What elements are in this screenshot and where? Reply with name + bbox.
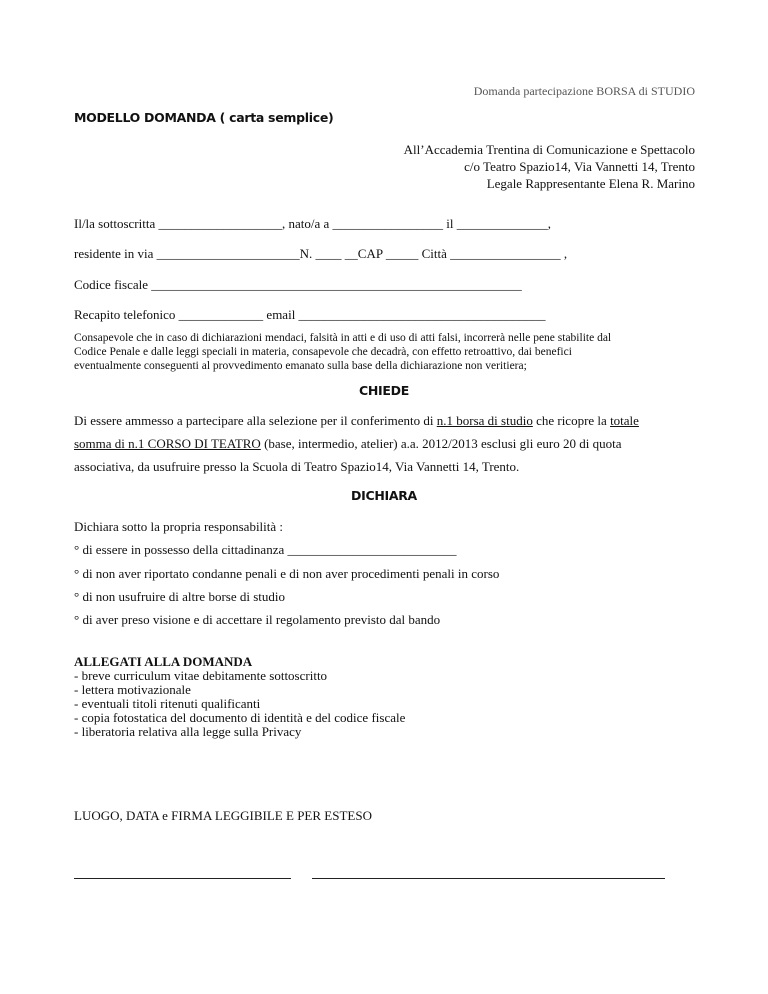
dichiara-item-3: ° di non usufruire di altre borse di studio [74, 589, 285, 604]
field-name-birth[interactable]: Il/la sottoscritta ___________________, nato/a a _________________ il ______________, [74, 216, 551, 231]
header-note: Domanda partecipazione BORSA di STUDIO [473, 84, 695, 98]
dichiara-item-2: ° di non aver riportato condanne penali e di non aver procedimenti penali in corso [74, 566, 500, 581]
chiede-text-a: Di essere ammesso a partecipare alla selezione per il conferimento di [74, 413, 437, 428]
consapevole-line-1: Consapevole che in caso di dichiarazioni mendaci, falsità in atti e di uso di atti falsi, incorrerà nelle pene stabilite dal [74, 332, 612, 344]
chiede-text-totale: totale [610, 413, 639, 428]
chiede-text-l2b: (base, intermedio, atelier) a.a. 2012/2013 esclusi gli euro 20 di quota [260, 436, 622, 451]
chiede-text-corso: somma di n.1 CORSO DI TEATRO [74, 436, 261, 451]
dichiara-heading: DICHIARA [351, 488, 417, 503]
recipient-line-2: c/o Teatro Spazio14, Via Vannetti 14, Trento [464, 159, 695, 174]
place-date-line[interactable] [74, 878, 291, 879]
consapevole-line-3: eventualmente conseguenti al provvedimento emanato sulla base della dichiarazione non veritiera; [74, 360, 527, 372]
allegati-item-5: - liberatoria relativa alla legge sulla Privacy [74, 724, 302, 739]
chiede-line-1 [74, 412, 639, 429]
field-phone-email[interactable]: Recapito telefonico _____________ email ______________________________________ [74, 307, 546, 322]
form-title: MODELLO DOMANDA ( carta semplice) [74, 110, 334, 125]
chiede-text-c: che ricopre la [532, 413, 611, 428]
chiede-heading: CHIEDE [359, 383, 409, 398]
dichiara-item-4: ° di aver preso visione e di accettare il regolamento previsto dal bando [74, 612, 441, 627]
allegati-item-3: - eventuali titoli ritenuti qualificanti [74, 696, 261, 711]
signature-line[interactable] [312, 878, 665, 879]
allegati-item-4: - copia fotostatica del documento di identità e del codice fiscale [74, 710, 406, 725]
dichiara-intro: Dichiara sotto la propria responsabilità : [74, 519, 284, 534]
allegati-block [74, 655, 405, 739]
recipient-line-1: All’Accademia Trentina di Comunicazione e Spettacolo [403, 142, 695, 157]
allegati-heading: ALLEGATI ALLA DOMANDA [74, 654, 253, 669]
consapevole-line-2: Codice Penale e dalle leggi speciali in materia, consapevole che decadrà, con effetto retroattivo, dai benefici [74, 346, 572, 358]
recipient-block [404, 141, 695, 192]
chiede-text-borsa: n.1 borsa di studio [436, 413, 533, 428]
consapevole-paragraph [74, 331, 611, 373]
field-codice-fiscale[interactable]: Codice fiscale _________________________________________________________ [74, 277, 522, 292]
field-residence[interactable]: residente in via ______________________N. ____ __CAP _____ Città _________________ , [74, 246, 568, 261]
allegati-item-2: - lettera motivazionale [74, 682, 191, 697]
allegati-item-1: - breve curriculum vitae debitamente sottoscritto [74, 668, 328, 683]
recipient-line-3: Legale Rappresentante Elena R. Marino [486, 176, 695, 191]
chiede-line-3: associativa, da usufruire presso la Scuola di Teatro Spazio14, Via Vannetti 14, Trento. [74, 459, 520, 474]
signature-label: LUOGO, DATA e FIRMA LEGGIBILE E PER ESTESO [74, 808, 372, 823]
dichiara-item-1[interactable]: ° di essere in possesso della cittadinanza __________________________ [74, 542, 457, 557]
chiede-line-2 [74, 435, 621, 452]
